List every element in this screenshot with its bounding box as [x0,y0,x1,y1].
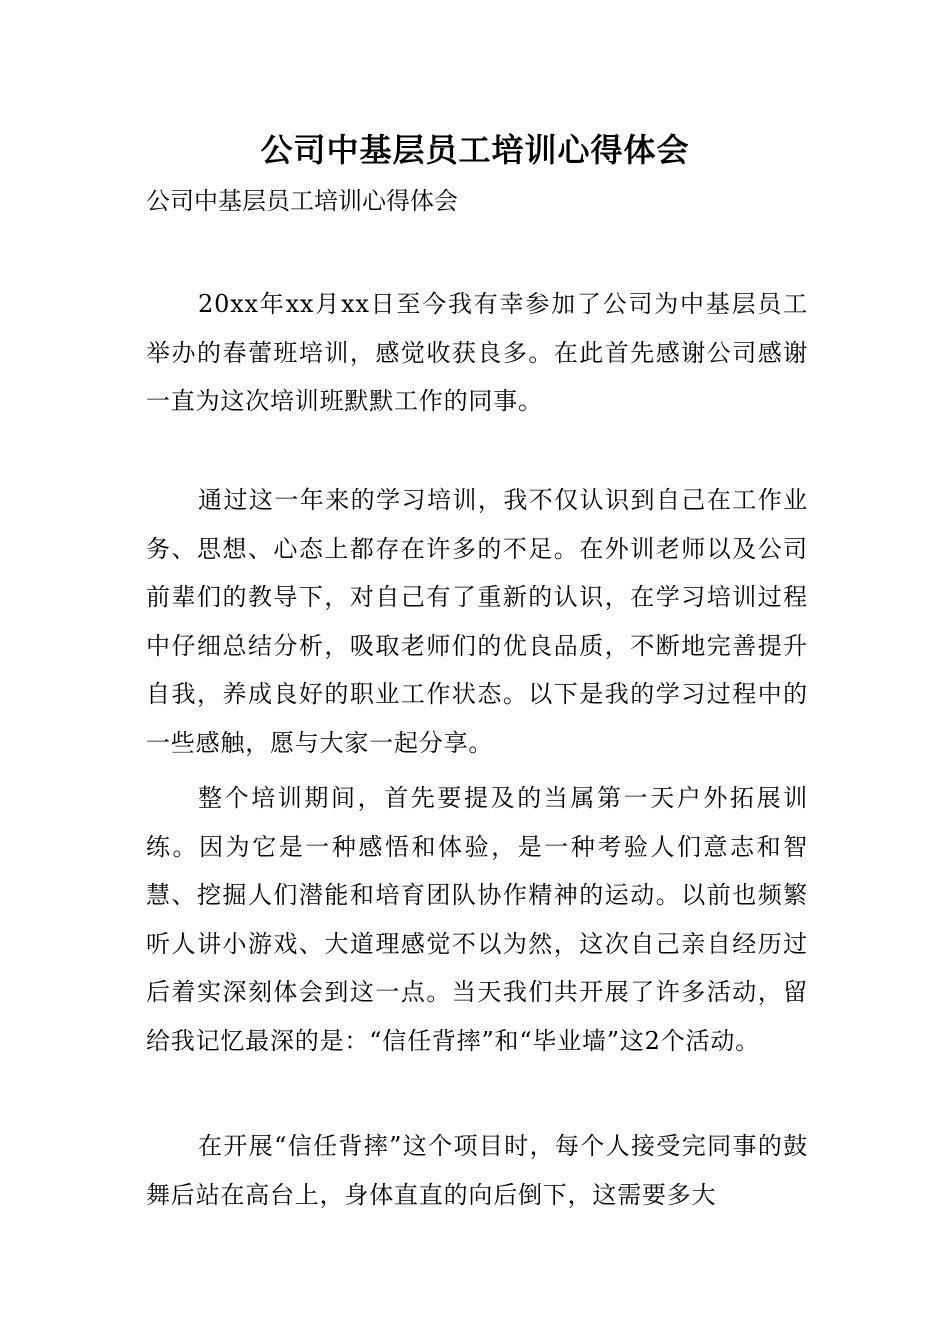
document-title: 公司中基层员工培训心得体会 [260,131,690,169]
document-subtitle: 公司中基层员工培训心得体会 [146,187,458,215]
paragraph-3: 整个培训期间，首先要提及的当属第一天户外拓展训练。因为它是一种感悟和体验，是一种考验人们意志和智慧、挖掘人们潜能和培育团队协作精神的运动。以前也频繁听人讲小游戏、大道理感觉不以为然，这次自己亲自经历过后着实深刻体会到这一点。当天我们共开展了许多活动，留给我记忆最深的是：“信任背摔”和“毕业墙”这2个活动。 [146,784,808,1055]
paragraph-1: 20xx年xx月xx日至今我有幸参加了公司为中基层员工举办的春蕾班培训，感觉收获良多。在此首先感谢公司感谢一直为这次培训班默默工作的同事。 [146,290,808,416]
paragraph-2: 通过这一年来的学习培训，我不仅认识到自己在工作业务、思想、心态上都存在许多的不足。在外训老师以及公司前辈们的教导下，对自己有了重新的认识，在学习培训过程中仔细总结分析，吸取老师们的优良品质，不断地完善提升自我，养成良好的职业工作状态。以下是我的学习过程中的一些感触，愿与大家一起分享。 [146,486,808,757]
paragraph-4: 在开展“信任背摔”这个项目时，每个人接受完同事的鼓舞后站在高台上，身体直直的向后倒下，这需要多大 [146,1132,808,1209]
